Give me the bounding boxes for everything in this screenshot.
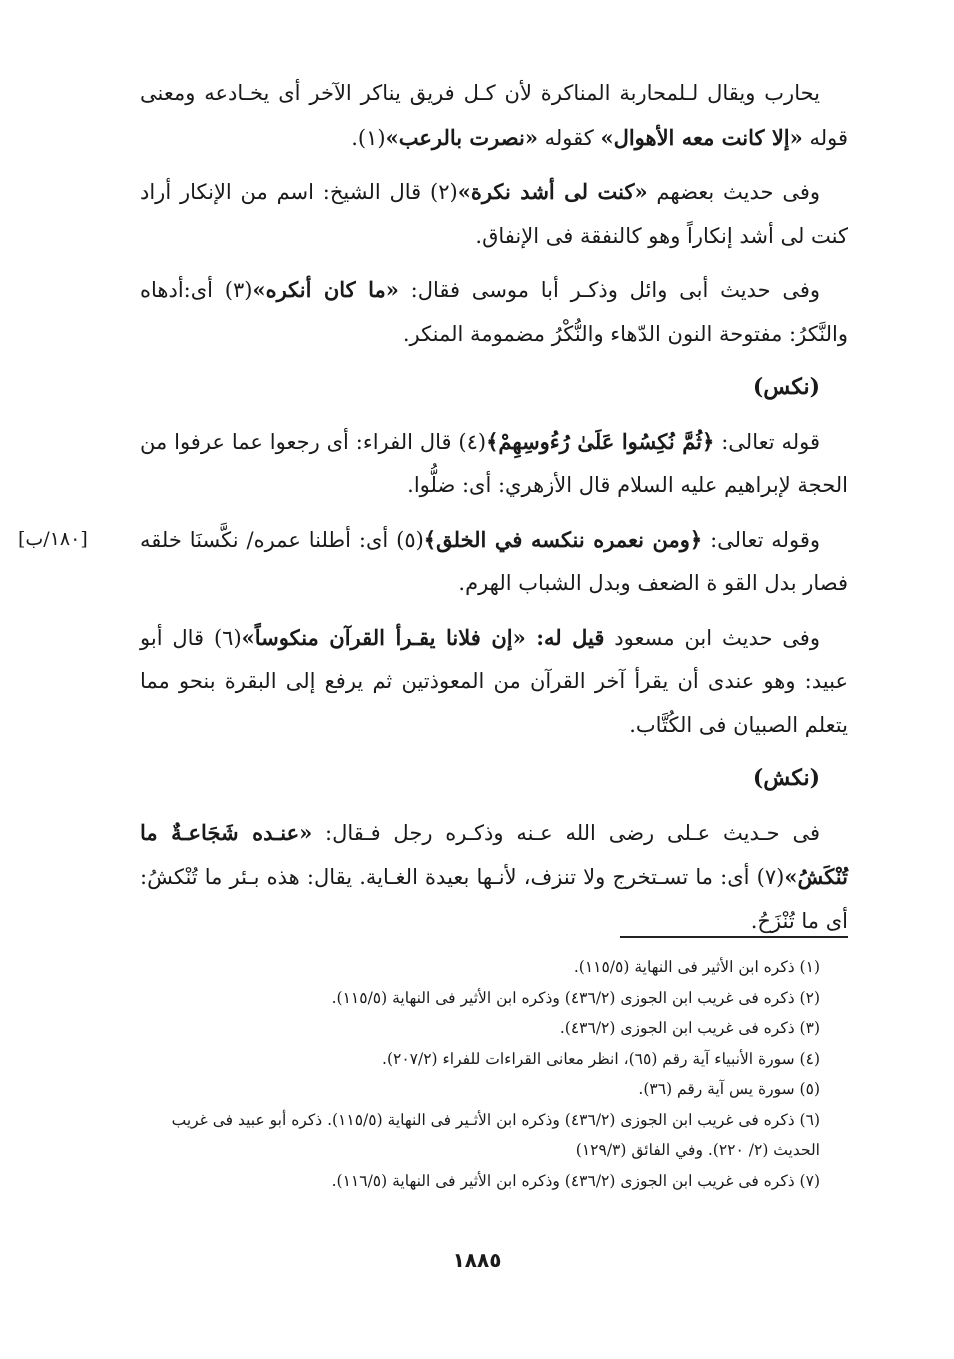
quoted-phrase: «إلا كانت معه الأهوال» [600,124,803,150]
quoted-phrase: «نصرت بالرعب» [385,124,538,150]
text-run: وفى حديث أبى وائل وذكـر أبا موسى فقال: [398,278,821,302]
text-run: (٥) أى: أطلنا عمره/ نكَّسنَا خلقه فصار بدل القو ة الضعف وبدل الشباب الهرم. [140,527,848,595]
paragraph [140,616,848,748]
paragraph [140,170,848,258]
text-run: كقوله [537,125,601,150]
footnote: (٤) سورة الأنبياء آية رقم (٦٥)، انظر معانى القراءات للفراء (٢٠٧/٢). [382,1049,820,1068]
quoted-verse: ﴿ثُمَّ نُكِسُوا عَلَىٰ رُءُوسِهِمْ﴾ [486,428,715,454]
page-number: ١٨٨٥ [452,1248,502,1272]
text-run: وفى حديث بعضهم [647,180,821,204]
text-run: (١). [351,125,386,150]
footnote: (٦) ذكره فى غريب ابن الجوزى (٤٣٦/٢) وذكره ابن الأثـير فى النهاية (١١٥/٥). ذكره أبو عبيد فى غريب الحديث (٢/ ٢٢٠). وفي الفائق (١٢٩/٣) [171,1110,820,1159]
quoted-verse: ﴿ومن نعمره ننكسه في الخلق﴾ [423,526,703,552]
text-run: (٦) قال أبو عبيد: وهو عندى أن يقرأ آخر القرآن من المعوذتين ثم يرفع إلى البقرة بنحو مما يتعلم الصبيان فى الكُتَّاب. [140,625,848,737]
main-text [140,72,848,953]
quoted-phrase: «كنت لى أشد نكرة» [457,179,648,204]
paragraph [140,811,848,944]
footnote: (٧) ذكره فى غريب ابن الجوزى (٤٣٦/٢) وذكره ابن الأثير فى النهاية (١١٦/٥). [331,1171,820,1190]
text-run: وقوله تعالى: [702,527,820,552]
text-run: (٧) أى: ما تسـتخرج ولا تنزف، لأنـها بعيدة الغـاية. يقال: هذه بـئر ما تُنْكشُ: أى ما تُنْزَحُ. [140,865,848,933]
section-heading: (نكس) [752,374,820,400]
footnote: (١) ذكره ابن الأثير فى النهاية (١١٥/٥). [573,958,820,976]
paragraph [140,268,848,356]
text-run: وفى حديث ابن مسعود [604,625,820,650]
section-heading: (نكش) [752,765,820,791]
text-run: قوله تعالى: [714,429,820,454]
quoted-phrase: «ما كان أنكره» [252,277,399,302]
text-run: فى حـديث عـلى رضى الله عـنه وذكـره رجل فـقال: [312,820,820,845]
margin-folio-note: [١٨٠/ب] [18,528,88,550]
footnote: (٥) سورة يس آية رقم (٣٦). [638,1080,820,1098]
footnotes [140,952,848,1196]
paragraph [140,518,848,606]
paragraph [140,72,848,160]
quoted-phrase: «عنـده شَجَاعـةٌ ما تُنْكَشُ» [140,819,848,889]
text-run: (٤) قال الفراء: أى رجعوا عما عرفوا من الحجة لإبراهيم عليه السلام قال الأزهري: أى: ضلُّوا. [140,429,848,497]
footnote-separator [620,936,848,938]
text-run: (٣) أى:أدهاه والنَّكرُ: مفتوحة النون الدّهاء والنُّكْرُ مضمومة المنكر. [140,278,848,346]
paragraph [140,420,848,508]
text-run: (٢) قال الشيخ: اسم من الإنكار أراد كنت لى أشد إنكاراً وهو كالنفقة فى الإنفاق. [140,180,848,248]
text-run: يحارب ويقال لـلمحاربة المناكرة لأن كـل فريق يناكر الآخر أى يخـادعه ومعنى قوله [140,81,848,150]
footnote: (٢) ذكره فى غريب ابن الجوزى (٤٣٦/٢) وذكره ابن الأثير فى النهاية (١١٥/٥). [331,988,820,1007]
footnote: (٣) ذكره فى غريب ابن الجوزى (٤٣٦/٢). [559,1019,820,1037]
quoted-phrase: قيل له: «إن فلانا يقـرأ القرآن منكوساً» [241,624,605,650]
